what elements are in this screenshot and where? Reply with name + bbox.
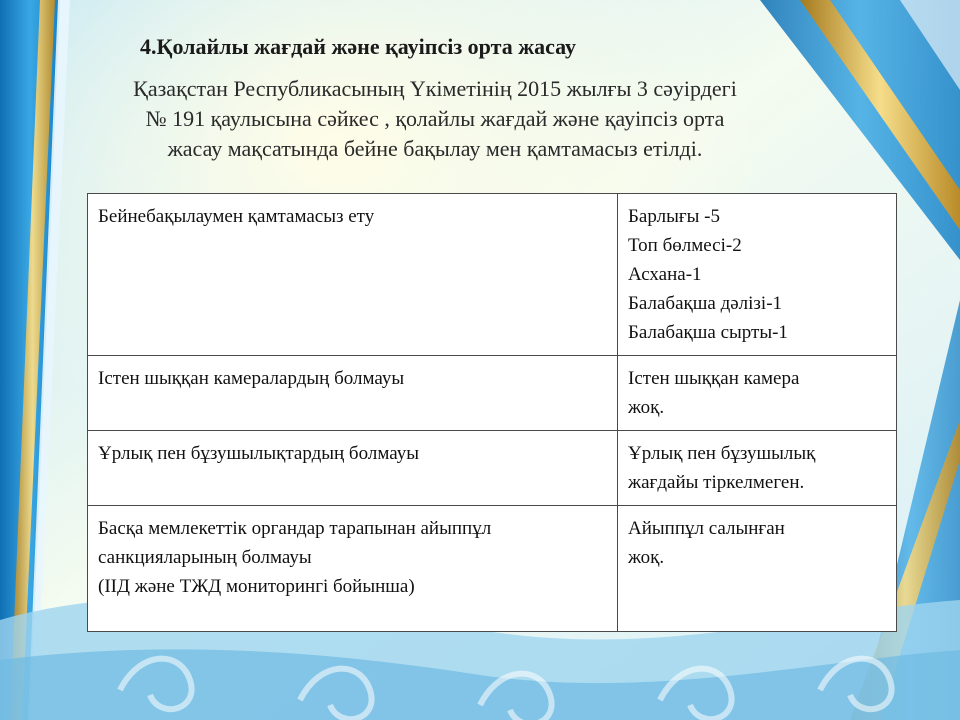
table-cell-result bbox=[618, 356, 897, 431]
cell-line: Ұрлық пен бұзушылықтардың болмауы bbox=[98, 443, 419, 464]
cell-line: жоқ. bbox=[628, 547, 665, 568]
intro-paragraph bbox=[50, 74, 820, 164]
cell-line: Істен шыққан камера bbox=[628, 368, 800, 389]
cell-line: Барлығы -5 bbox=[628, 206, 720, 227]
cell-line: Айыппұл салынған bbox=[628, 518, 785, 539]
cell-line: жағдайы тіркелмеген. bbox=[628, 472, 805, 493]
cell-line: (ІІД және ТЖД мониторингі бойынша) bbox=[98, 576, 415, 597]
cell-line: Топ бөлмесі-2 bbox=[628, 235, 742, 256]
cell-line: санкцияларының болмауы bbox=[98, 547, 312, 568]
table-cell-criterion bbox=[88, 506, 618, 632]
cell-line: Істен шыққан камералардың болмауы bbox=[98, 368, 405, 389]
table-cell-criterion bbox=[88, 431, 618, 506]
intro-line: жасау мақсатында бейне бақылау мен қамтамасыз етілді. bbox=[167, 136, 703, 161]
cell-line: Асхана-1 bbox=[628, 264, 702, 285]
table-cell-result bbox=[618, 431, 897, 506]
monitoring-table bbox=[87, 193, 897, 632]
table-cell-criterion bbox=[88, 194, 618, 356]
cell-line: жоқ. bbox=[628, 397, 665, 418]
cell-line: Ұрлық пен бұзушылық bbox=[628, 443, 816, 464]
cell-line: Балабақша дәлізі-1 bbox=[628, 293, 783, 314]
cell-line: Балабақша сырты-1 bbox=[628, 322, 788, 343]
cell-line: Бейнебақылаумен қамтамасыз ету bbox=[98, 206, 375, 227]
table-row bbox=[88, 506, 897, 632]
slide-title: 4.Қолайлы жағдай және қауіпсіз орта жасау bbox=[140, 34, 577, 59]
table-cell-result bbox=[618, 194, 897, 356]
table-cell-result bbox=[618, 506, 897, 632]
cell-line: Басқа мемлекеттік органдар тарапынан айыппұл bbox=[98, 518, 492, 539]
table-cell-criterion bbox=[88, 356, 618, 431]
table-row bbox=[88, 431, 897, 506]
table-row bbox=[88, 194, 897, 356]
intro-line: № 191 қаулысына сәйкес , қолайлы жағдай және қауіпсіз орта bbox=[145, 106, 725, 131]
table-row bbox=[88, 356, 897, 431]
intro-line: Қазақстан Республикасының Үкіметінің 2015 жылғы 3 сәуірдегі bbox=[133, 76, 737, 101]
